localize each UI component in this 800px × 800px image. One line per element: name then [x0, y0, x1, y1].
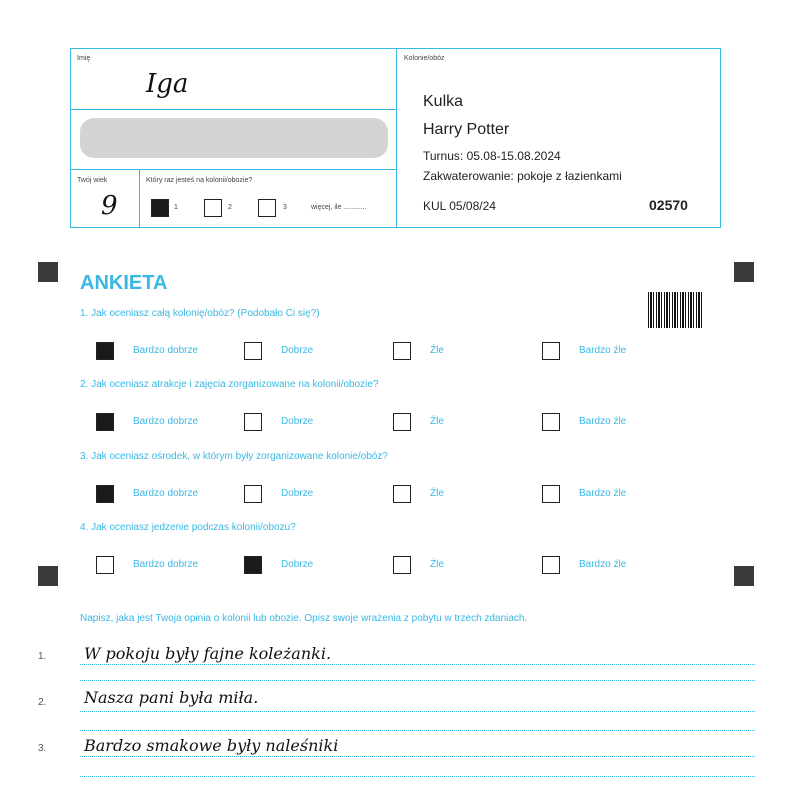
question-2-text: 2. Jak oceniasz atrakcje i zajęcia zorganizowane na kolonii/obozie?	[80, 379, 379, 390]
question-1-option-3-checkbox[interactable]	[393, 342, 411, 360]
times-option-2: 2	[228, 204, 232, 211]
writing-line	[80, 776, 755, 777]
question-4-option-1-label: Bardzo dobrze	[133, 559, 199, 570]
question-4-option-4-label: Bardzo źle	[579, 559, 627, 570]
divider	[71, 109, 396, 110]
writing-line	[80, 756, 755, 757]
writing-line	[80, 680, 755, 681]
times-more: więcej, ile ............	[311, 204, 367, 211]
line-number: 1.	[38, 651, 47, 662]
line-number: 3.	[38, 743, 47, 754]
header-table	[70, 48, 721, 228]
question-4-option-2-checkbox[interactable]	[244, 556, 262, 574]
question-4-text: 4. Jak oceniasz jedzenie podczas kolonii/obozu?	[80, 522, 296, 533]
turnus-row	[423, 149, 561, 163]
question-1-option-1-label: Bardzo dobrze	[133, 345, 199, 356]
question-3-option-1-checkbox[interactable]	[96, 485, 114, 503]
camp-theme: Harry Potter	[423, 121, 510, 138]
scan-marker	[734, 262, 754, 282]
question-1-option-2-label: Dobrze	[281, 345, 314, 356]
writing-line	[80, 730, 755, 731]
lodging-row	[423, 169, 622, 183]
question-1-option-4-checkbox[interactable]	[542, 342, 560, 360]
question-3-option-2-label: Dobrze	[281, 488, 314, 499]
writing-line	[80, 664, 755, 665]
question-2-option-3-label: Źle	[430, 416, 444, 427]
age-label: Twój wiek	[77, 177, 108, 184]
name-value: Iga	[146, 69, 189, 99]
camp-name: Kulka	[423, 93, 464, 110]
question-3-option-4-label: Bardzo źle	[579, 488, 627, 499]
question-3-option-3-checkbox[interactable]	[393, 485, 411, 503]
question-2-option-3-checkbox[interactable]	[393, 413, 411, 431]
age-value: 9	[101, 191, 118, 221]
times-option-1: 1	[174, 204, 178, 211]
name-label: Imię	[77, 55, 91, 62]
survey-title: ANKIETA	[80, 272, 168, 294]
scan-marker	[734, 566, 754, 586]
question-4-option-1-checkbox[interactable]	[96, 556, 114, 574]
turnus-label: Turnus:	[423, 149, 464, 163]
divider	[396, 49, 397, 227]
question-3-option-4-checkbox[interactable]	[542, 485, 560, 503]
question-4-option-2-label: Dobrze	[281, 559, 314, 570]
divider	[139, 169, 140, 227]
question-2-option-2-checkbox[interactable]	[244, 413, 262, 431]
scan-marker	[38, 566, 58, 586]
divider	[71, 169, 396, 170]
times-option-3: 3	[283, 204, 287, 211]
line-number: 2.	[38, 697, 47, 708]
question-3-option-1-label: Bardzo dobrze	[133, 488, 199, 499]
question-1-option-2-checkbox[interactable]	[244, 342, 262, 360]
scan-marker	[38, 262, 58, 282]
form-id: 02570	[649, 197, 688, 213]
times-label: Który raz jesteś na kolonii/obozie?	[146, 177, 253, 184]
question-2-option-1-label: Bardzo dobrze	[133, 416, 199, 427]
lodging-label: Zakwaterowanie:	[423, 169, 514, 183]
lodging-value: pokoje z łazienkami	[517, 169, 622, 183]
question-4-option-3-label: Źle	[430, 559, 444, 570]
times-checkbox-3[interactable]	[258, 199, 276, 217]
question-3-text: 3. Jak oceniasz ośrodek, w którym były zorganizowane kolonie/obóz?	[80, 451, 388, 462]
opinion-answer-1: W pokoju były fajne koleżanki.	[84, 644, 332, 663]
writing-line	[80, 711, 755, 712]
question-1-option-3-label: Źle	[430, 345, 444, 356]
times-checkbox-1[interactable]	[151, 199, 169, 217]
opinion-answer-2: Nasza pani była miła.	[84, 688, 259, 707]
question-1-option-4-label: Bardzo źle	[579, 345, 627, 356]
question-2-option-4-label: Bardzo źle	[579, 416, 627, 427]
opinion-prompt: Napisz, jaka jest Twoja opinia o kolonii lub obozie. Opisz swoje wrażenia z pobytu w trzech zdaniach.	[80, 613, 528, 624]
question-3-option-3-label: Źle	[430, 488, 444, 499]
question-2-option-2-label: Dobrze	[281, 416, 314, 427]
times-checkbox-2[interactable]	[204, 199, 222, 217]
turnus-value: 05.08-15.08.2024	[466, 149, 561, 163]
camp-code: KUL 05/08/24	[423, 199, 496, 213]
barcode	[648, 292, 703, 328]
question-4-option-4-checkbox[interactable]	[542, 556, 560, 574]
question-3-option-2-checkbox[interactable]	[244, 485, 262, 503]
redacted-surname	[80, 118, 388, 158]
question-1-text: 1. Jak oceniasz całą kolonię/obóz? (Podobało Ci się?)	[80, 308, 320, 319]
question-4-option-3-checkbox[interactable]	[393, 556, 411, 574]
question-1-option-1-checkbox[interactable]	[96, 342, 114, 360]
question-2-option-4-checkbox[interactable]	[542, 413, 560, 431]
opinion-answer-3: Bardzo smakowe były naleśniki	[84, 736, 339, 755]
camp-label: Kolonie/obóz	[404, 55, 445, 62]
question-2-option-1-checkbox[interactable]	[96, 413, 114, 431]
